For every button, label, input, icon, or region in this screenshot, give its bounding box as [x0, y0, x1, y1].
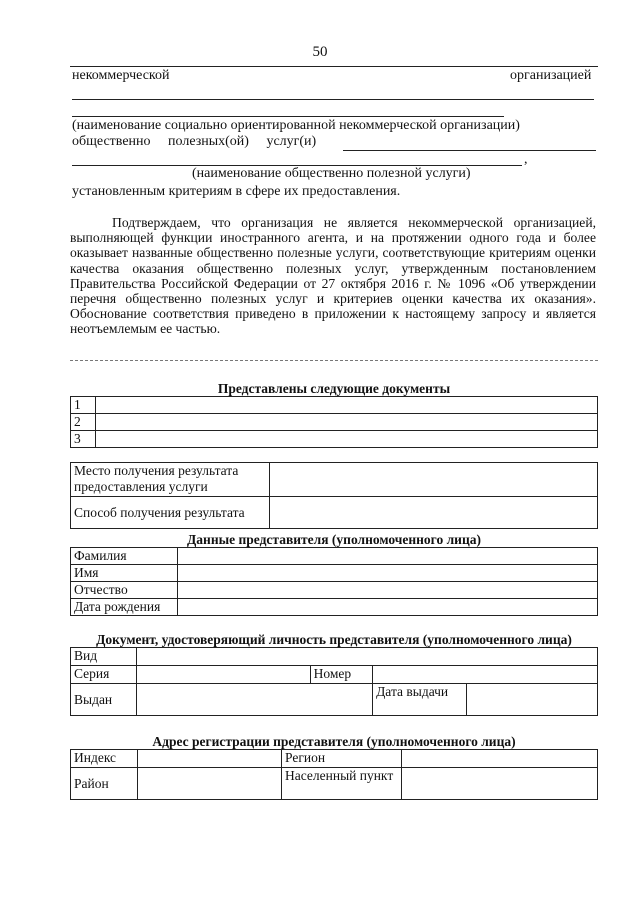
patronymic-label: Отчество	[71, 582, 178, 599]
result-method-field[interactable]	[270, 497, 598, 529]
org-caption: (наименование социально ориентированной некоммерческой организации)	[72, 118, 520, 133]
table-row	[71, 768, 598, 800]
table-row	[71, 463, 598, 497]
confirmation-paragraph: Подтверждаем, что организация не является некоммерческой организацией, выполняющей функции иностранного агента, и на протяжении одного года и более оказывает названные общественно полезные услуги, соответствующие критериям оценки качества оказания общественно полезных услуг, утвержденным постановлением Правительства Российской Федерации от 27 октября 2016 г. № 1096 «Об утверждении перечня общественно полезных услуг и критериев оценки качества их оказания». Обоснование соответствия приведено в приложении к настоящему запросу и является неотъемлемым ее частью.	[70, 215, 596, 337]
table-row	[71, 431, 598, 448]
documents-table	[70, 396, 598, 448]
comma: ,	[524, 152, 528, 167]
table-row	[71, 684, 598, 716]
id-document-table	[70, 647, 598, 716]
table-row	[71, 582, 598, 599]
table-row	[71, 548, 598, 565]
row-number: 2	[71, 414, 96, 431]
surname-field[interactable]	[178, 548, 598, 565]
number-field[interactable]	[373, 666, 598, 684]
district-label: Район	[71, 768, 138, 800]
result-place-field[interactable]	[270, 463, 598, 497]
header-left-word: некоммерческой	[72, 68, 170, 83]
top-rule	[70, 66, 598, 67]
row-number: 1	[71, 397, 96, 414]
table-row	[71, 414, 598, 431]
table-row	[71, 666, 598, 684]
doc-type-label: Вид	[71, 648, 137, 666]
row-number: 3	[71, 431, 96, 448]
issue-date-field[interactable]	[467, 684, 598, 716]
representative-title: Данные представителя (уполномоченного лица)	[187, 532, 481, 547]
district-field[interactable]	[138, 768, 282, 800]
locality-label: Населенный пункт	[282, 768, 402, 800]
document-cell[interactable]	[96, 397, 598, 414]
section-divider	[70, 360, 598, 361]
id-document-title: Документ, удостоверяющий личность представителя (уполномоченного лица)	[96, 632, 572, 647]
surname-label: Фамилия	[71, 548, 178, 565]
address-title: Адрес регистрации представителя (уполномоченного лица)	[152, 734, 516, 749]
result-method-label: Способ получения результата	[71, 497, 270, 529]
table-row	[71, 565, 598, 582]
doc-type-field[interactable]	[136, 648, 597, 666]
number-label: Номер	[310, 666, 372, 684]
document-cell[interactable]	[96, 431, 598, 448]
table-row	[71, 497, 598, 529]
index-field[interactable]	[138, 750, 282, 768]
result-place-label: Место получения результата предоставления услуги	[71, 463, 270, 497]
result-table	[70, 462, 598, 529]
patronymic-field[interactable]	[178, 582, 598, 599]
birthdate-label: Дата рождения	[71, 599, 178, 616]
header-right-word: организацией	[510, 68, 592, 83]
birthdate-field[interactable]	[178, 599, 598, 616]
documents-title: Представлены следующие документы	[217, 381, 451, 396]
service-caption: (наименование общественно полезной услуги)	[192, 166, 471, 181]
region-label: Регион	[282, 750, 402, 768]
series-label: Серия	[71, 666, 137, 684]
region-field[interactable]	[402, 750, 598, 768]
locality-field[interactable]	[402, 768, 598, 800]
table-row	[71, 750, 598, 768]
address-table	[70, 749, 598, 800]
issue-date-label: Дата выдачи	[373, 684, 467, 716]
table-row	[71, 599, 598, 616]
index-label: Индекс	[71, 750, 138, 768]
name-field[interactable]	[178, 565, 598, 582]
name-label: Имя	[71, 565, 178, 582]
series-field[interactable]	[136, 666, 310, 684]
issued-label: Выдан	[71, 684, 137, 716]
service-name-line-1[interactable]	[343, 150, 596, 151]
table-row	[71, 648, 598, 666]
table-row	[71, 397, 598, 414]
services-label: общественно полезных(ой) услуг(и)	[72, 134, 317, 149]
org-name-line-1[interactable]	[72, 99, 594, 100]
issued-field[interactable]	[136, 684, 372, 716]
page-number: 50	[312, 44, 328, 60]
org-name-line-2[interactable]	[72, 116, 504, 117]
document-cell[interactable]	[96, 414, 598, 431]
criteria-line: установленным критериям в сфере их предоставления.	[72, 184, 401, 199]
representative-table	[70, 547, 598, 616]
